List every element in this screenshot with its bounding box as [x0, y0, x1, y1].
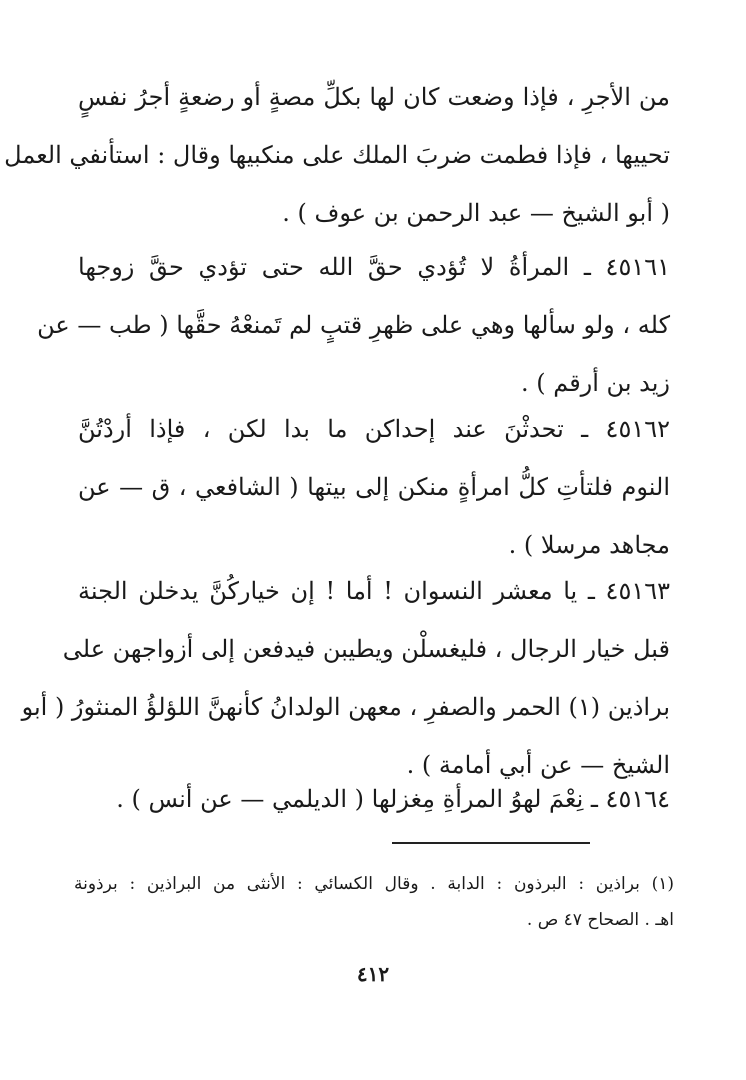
text-line: ( أبو الشيخ — عبد الرحمن بن عوف ) .	[282, 199, 670, 227]
text-line: ٤٥١٦١ ـ المرأةُ لا تُؤدي حقَّ الله حتى تؤدي حقَّ زوجها	[78, 253, 670, 281]
text-line: قبل خيار الرجال ، فليغسلْن ويطيبن فيدفعن إلى أزواجهن على	[62, 635, 670, 663]
text-line: من الأجرِ ، فإذا وضعت كان لها بكلِّ مصةٍ أو رضعةٍ أجرُ نفسٍ	[78, 83, 670, 111]
text-line: ٤٥١٦٢ ـ تحدثْنَ عند إحداكن ما بدا لكن ، فإذا أردْتُنَّ	[78, 415, 670, 443]
text-line: النوم فلتأتِ كلُّ امرأةٍ منكن إلى بيتها ( الشافعي ، ق — عن	[78, 473, 670, 501]
footnote-separator	[392, 842, 590, 844]
footnote-line: (١) براذين : البرذون : الدابة . وقال الكسائي : الأنثى من البراذين : برذونة	[74, 874, 674, 894]
hadith-45163	[21, 562, 670, 794]
text-line: براذين (١) الحمر والصفرِ ، معهن الولدانُ كأنهنَّ اللؤلؤُ المنثورُ ( أبو	[21, 693, 670, 721]
footnote-line: اهـ . الصحاح ٤٧ ص .	[526, 910, 674, 930]
hadith-45161	[37, 238, 670, 412]
text-line: كله ، ولو سألها وهي على ظهرِ قتبٍ لم تَمنعْهُ حقَّها ( طب — عن	[37, 311, 670, 339]
hadith-45164	[78, 770, 670, 828]
text-line: ٤٥١٦٤ ـ نِعْمَ لهوُ المرأةِ مِغزلها ( الديلمي — عن أنس ) .	[116, 785, 670, 813]
page-number: ٤١٢	[356, 962, 390, 986]
footnote	[74, 866, 674, 938]
hadith-45162	[78, 400, 670, 574]
text-line: زيد بن أرقم ) .	[520, 369, 670, 397]
text-line: تحييها ، فإذا فطمت ضربَ الملك على منكبيها وقال : استأنفي العمل	[4, 141, 670, 169]
text-line: ٤٥١٦٣ ـ يا معشر النسوان ! أما ! إن خياركُنَّ يدخلن الجنة	[78, 577, 670, 605]
paragraph-continuation	[4, 68, 670, 242]
text-line: الشيخ — عن أبي أمامة ) .	[406, 751, 670, 779]
text-line: مجاهد مرسلا ) .	[508, 531, 670, 559]
